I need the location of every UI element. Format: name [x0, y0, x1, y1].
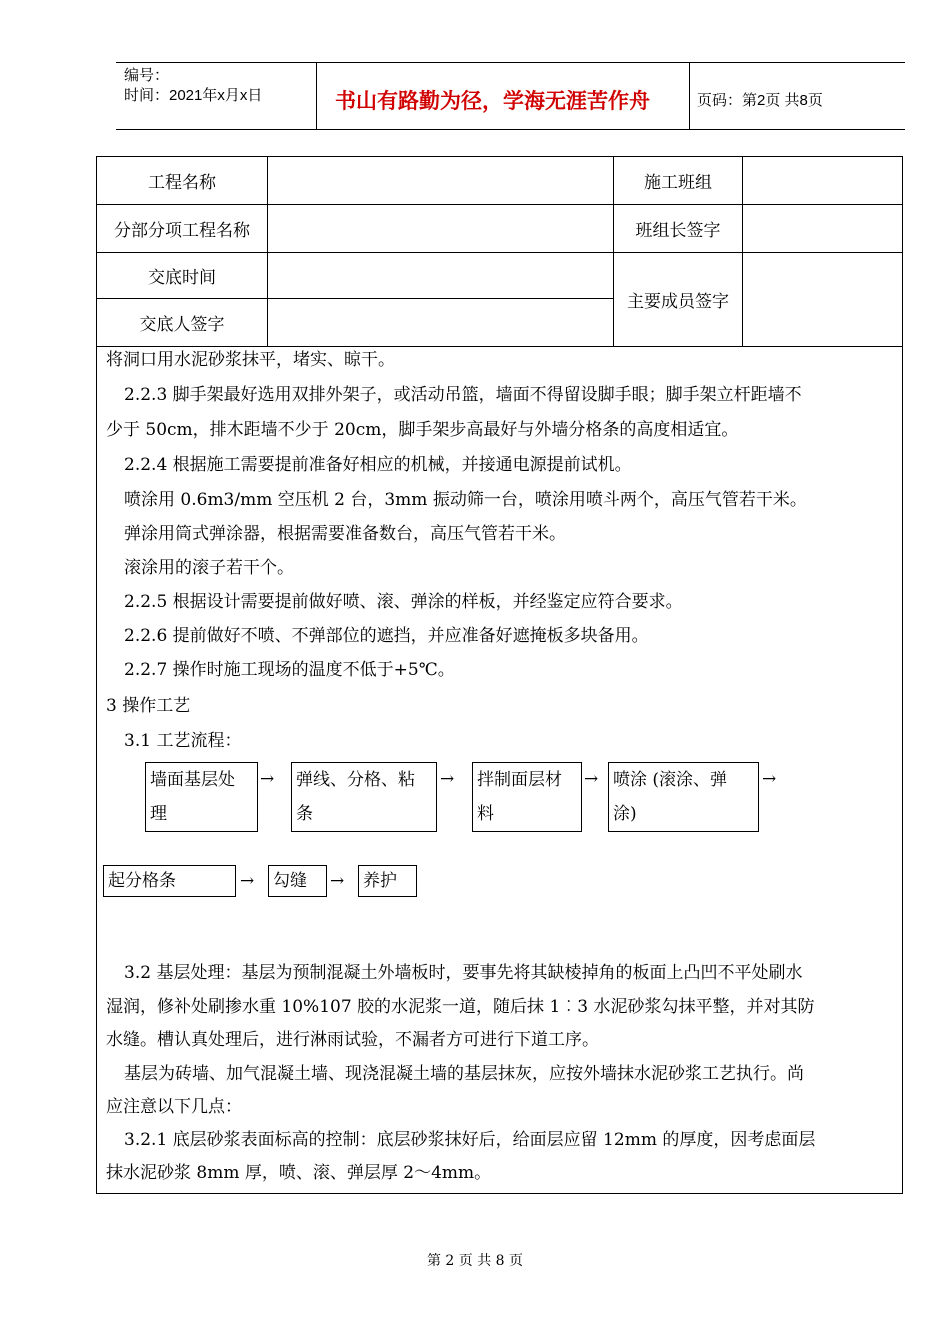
motto: 书山有路勤为径，学海无涯苦作舟: [335, 89, 650, 113]
number-label: 编号：: [124, 67, 170, 84]
paragraph: 水缝。槽认真处理后，进行淋雨试验，不漏者方可进行下道工序。: [106, 1030, 599, 1050]
header-divider-right: [689, 62, 690, 130]
paragraph: 基层为砖墙、加气混凝土墙、现浇混凝土墙的基层抹灰，应按外墙抹水泥砂浆工艺执行。尚: [124, 1064, 804, 1084]
section-heading: 3 操作工艺: [106, 696, 191, 716]
paragraph: 喷涂用 0.6m3/mm 空压机 2 台，3mm 振动筛一台，喷涂用喷斗两个，高压气管若干米。: [124, 490, 807, 510]
handover-person-value[interactable]: [268, 299, 613, 346]
paragraph: 2.2.7 操作时施工现场的温度不低于+5℃。: [124, 660, 455, 680]
paragraph: 抹水泥砂浆 8mm 厚，喷、滚、弹层厚 2～4mm。: [106, 1163, 492, 1183]
handover-time-label: 交底时间: [148, 268, 216, 288]
project-name-value[interactable]: [268, 157, 613, 204]
page-label: 页码：第2页 共8页: [697, 92, 823, 109]
subproject-name-value[interactable]: [268, 205, 613, 252]
paragraph: 2.2.6 提前做好不喷、不弹部位的遮挡，并应准备好遮掩板多块备用。: [124, 626, 649, 646]
paragraph: 3.2 基层处理：基层为预制混凝土外墙板时，要事先将其缺棱掉角的板面上凸凹不平处刷水: [124, 963, 803, 983]
header-bottom-rule: [116, 129, 905, 130]
flow-arrow: →: [240, 871, 255, 891]
leader-sign-value[interactable]: [743, 205, 902, 252]
subsection-heading: 3.1 工艺流程：: [124, 731, 242, 751]
flow-arrow: →: [584, 769, 599, 789]
paragraph: 应注意以下几点：: [106, 1097, 242, 1117]
flow-arrow: →: [762, 769, 777, 789]
flow-step-mix-material: 拌制面层材 料: [472, 762, 582, 832]
subproject-name-label: 分部分项工程名称: [114, 221, 250, 241]
project-name-label: 工程名称: [148, 173, 216, 193]
paragraph: 滚涂用的滚子若干个。: [124, 558, 294, 578]
paragraph: 3.2.1 底层砂浆表面标高的控制：底层砂浆抹好后，给面层应留 12mm 的厚度，因考虑面层: [124, 1130, 816, 1150]
leader-sign-label: 班组长签字: [635, 221, 721, 241]
flow-step-base-treatment: 墙面基层处 理: [145, 762, 258, 832]
flow-arrow: →: [330, 871, 345, 891]
team-value[interactable]: [743, 157, 902, 204]
paragraph: 2.2.4 根据施工需要提前准备好相应的机械，并接通电源提前试机。: [124, 455, 632, 475]
paragraph: 弹涂用筒式弹涂器，根据需要准备数台，高压气管若干米。: [124, 524, 566, 544]
flow-arrow: →: [440, 769, 455, 789]
flow-step-line-grid: 弹线、分格、粘 条: [291, 762, 437, 832]
paragraph: 2.2.3 脚手架最好选用双排外架子，或活动吊篮，墙面不得留设脚手眼；脚手架立杆距墙不: [124, 385, 802, 405]
handover-person-label: 交底人签字: [139, 315, 225, 335]
paragraph: 将洞口用水泥砂浆抹平，堵实、晾干。: [106, 350, 395, 370]
time-label: 时间：2021年x月x日: [124, 87, 263, 104]
flow-step-curing: 养护: [358, 865, 417, 897]
flow-step-remove-strips: 起分格条: [103, 865, 236, 897]
team-label: 施工班组: [644, 173, 712, 193]
handover-time-value[interactable]: [268, 253, 613, 298]
flow-step-jointing: 勾缝: [268, 865, 327, 897]
flow-step-spray: 喷涂 (滚涂、弹 涂): [608, 762, 759, 832]
paragraph: 少于 50cm，排木距墙不少于 20cm，脚手架步高最好与外墙分格条的高度相适宜。: [106, 420, 739, 440]
header-divider-left: [316, 62, 317, 130]
paragraph: 湿润，修补处刷掺水重 10%107 胶的水泥浆一道，随后抹 1︰3 水泥砂浆勾抹平整，并对其防: [106, 997, 815, 1017]
member-sign-label: 主要成员签字: [627, 292, 729, 312]
header-top-rule: [116, 62, 905, 63]
page-footer: 第 2 页 共 8 页: [426, 1253, 524, 1269]
paragraph: 2.2.5 根据设计需要提前做好喷、滚、弹涂的样板，并经鉴定应符合要求。: [124, 592, 683, 612]
flow-arrow: →: [260, 769, 275, 789]
member-sign-value[interactable]: [743, 253, 902, 346]
